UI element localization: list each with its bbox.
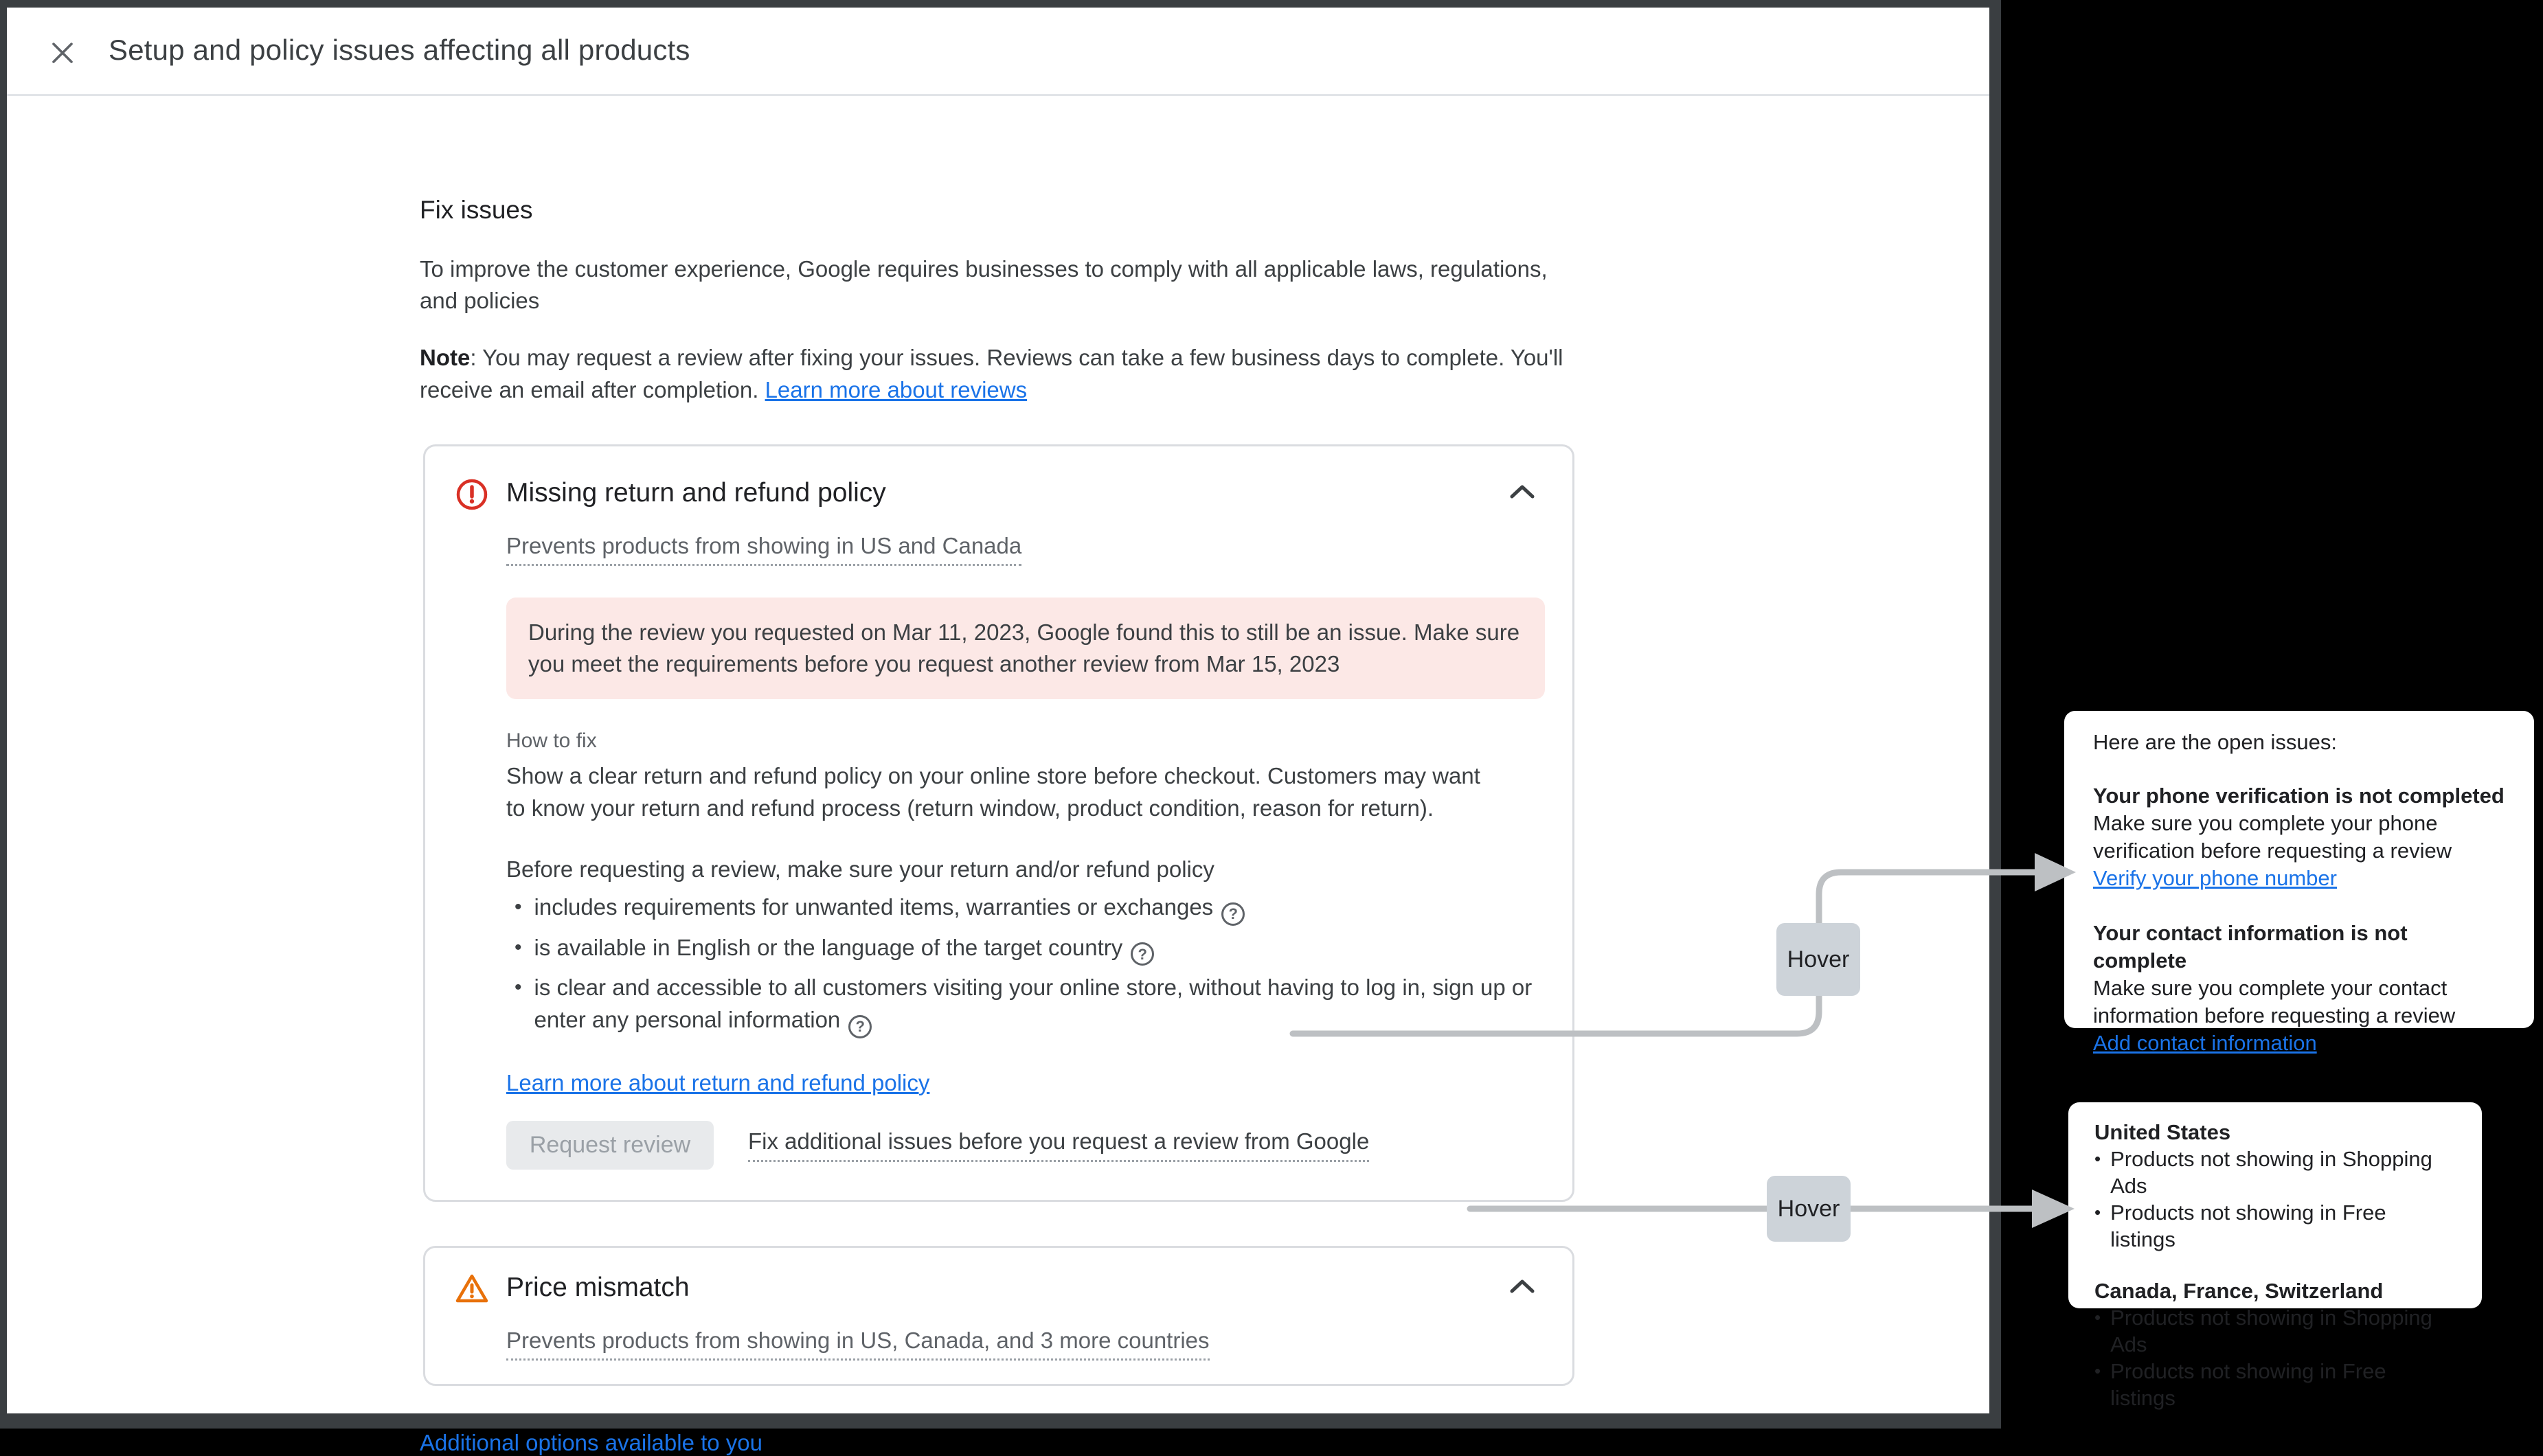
add-contact-info-link[interactable]: Add contact information [2093,1031,2317,1055]
tooltip-countries [2068,1102,2482,1410]
help-icon[interactable]: ? [1221,902,1245,926]
issue-card-missing-return-policy [423,444,1574,1202]
tooltip-country-section [2094,1119,2456,1253]
issue-card-header [455,477,1545,566]
checklist-intro: Before requesting a review, make sure your return and/or refund policy [506,856,1214,882]
issue-card-head-text [506,477,1021,566]
issue-card-body [506,598,1545,1170]
request-review-button[interactable]: Request review [506,1121,714,1170]
tooltip-section-heading: Your phone verification is not completed [2093,784,2505,808]
bullet-dot: • [515,976,522,999]
bullet-dot: • [515,935,522,959]
learn-more-reviews-link[interactable]: Learn more about reviews [765,377,1028,402]
list-item [506,971,1545,1038]
learn-more-return-policy-link[interactable]: Learn more about return and refund policy [506,1069,930,1095]
help-icon[interactable]: ? [848,1015,872,1038]
page-title: Setup and policy issues affecting all products [109,34,690,66]
main-content [420,196,1574,1456]
checklist-item-text: includes requirements for unwanted items, warranties or exchanges ? [534,891,1245,926]
intro-paragraph: To improve the customer experience, Google requires businesses to comply with all applicable laws, regulations, and policies [420,256,1548,313]
country-heading: Canada, France, Switzerland [2094,1279,2384,1303]
checklist [506,891,1545,1038]
tooltip-section-phone [2093,782,2505,892]
tooltip-country-section [2094,1277,2456,1411]
hover-label-1: Hover [1776,923,1860,996]
note-paragraph [420,341,1574,406]
close-icon [49,39,76,69]
collapse-card-button[interactable] [1500,1271,1545,1304]
tooltip-section-heading: Your contact information is not complete [2093,921,2408,972]
tooltip-intro: Here are the open issues: [2093,730,2337,754]
issue-title: Missing return and refund policy [506,478,886,508]
issue-subtitle[interactable]: Prevents products from showing in US, Canada, and 3 more countries [506,1328,1210,1361]
country-issue-item: • Products not showing in Free listings [2094,1201,2386,1251]
review-row [506,1121,1545,1170]
setup-policy-dialog [7,8,1989,1455]
error-icon [455,478,488,511]
issue-subtitle[interactable]: Prevents products from showing in US and Canada [506,533,1021,566]
issue-card-header [455,1271,1545,1361]
issue-card-head-text [506,1271,1210,1361]
bullet-dot: • [515,896,522,918]
note-text: : You may request a review after fixing your issues. Reviews can take a few business days to complete. You'll receive an email after completion. [420,345,1563,402]
country-issue-item: • Products not showing in Free listings [2094,1359,2386,1410]
issue-card-price-mismatch [423,1246,1574,1386]
help-icon[interactable]: ? [1131,942,1154,966]
chevron-up-icon [1509,492,1535,502]
hover-label-2: Hover [1767,1176,1851,1242]
additional-options-link[interactable]: Additional options available to you [420,1429,763,1455]
tooltip-section-contact [2093,920,2505,1057]
fix-additional-issues-text[interactable]: Fix additional issues before you request a review from Google [748,1128,1369,1162]
list-item [506,931,1545,966]
checklist-item-text: is clear and accessible to all customers visiting your online store, without having to log in, sign up or enter any personal information ? [534,971,1537,1038]
checklist-item-text: is available in English or the language of the target country ? [534,931,1155,966]
warning-icon [455,1273,488,1306]
tooltip-section-body: Make sure you complete your contact information before requesting a review [2093,976,2456,1027]
how-to-fix-body: Show a clear return and refund policy on your online store before checkout. Customers may want to know your return and refund process (return window, product condition, reason for return). [506,763,1480,821]
dialog-titlebar [7,8,1989,96]
how-to-fix-label: How to fix [506,729,597,752]
collapse-card-button[interactable] [1500,477,1545,509]
list-item [506,891,1545,926]
country-issue-item: • Products not showing in Shopping Ads [2094,1306,2432,1356]
review-failed-alert: During the review you requested on Mar 11, 2023, Google found this to still be an issue. Make sure you meet the requirements before you request another review from Mar 15, 2023 [506,598,1545,699]
country-heading: United States [2094,1120,2231,1144]
chevron-up-icon [1509,1286,1535,1297]
tooltip-section-body: Make sure you complete your phone verification before requesting a review [2093,811,2452,863]
close-button[interactable] [47,38,78,69]
country-issue-item: • Products not showing in Shopping Ads [2094,1147,2432,1198]
note-label: Note [420,345,471,370]
verify-phone-link[interactable]: Verify your phone number [2093,866,2337,890]
fix-issues-heading: Fix issues [420,196,533,224]
issue-title: Price mismatch [506,1272,690,1302]
tooltip-open-issues [2064,711,2534,1055]
